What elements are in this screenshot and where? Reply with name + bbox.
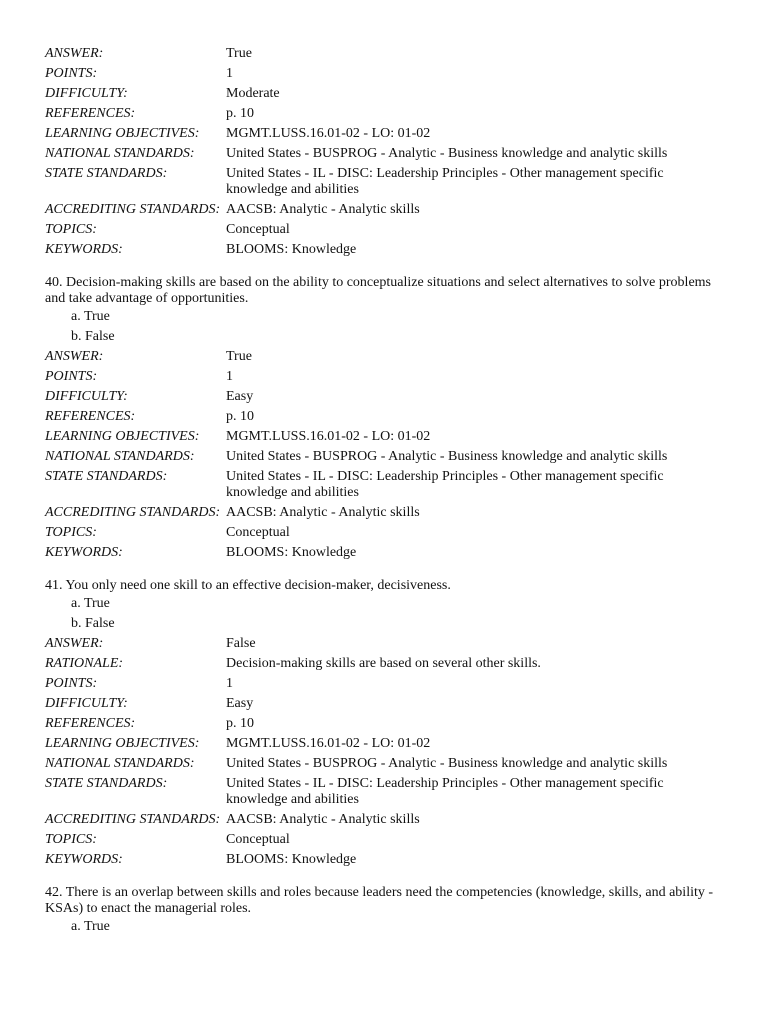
meta-label: DIFFICULTY:	[45, 86, 128, 101]
meta-row-references	[45, 716, 735, 732]
question-41	[45, 578, 735, 868]
meta-value: 1	[226, 676, 233, 691]
meta-label: REFERENCES:	[45, 716, 136, 731]
meta-row-references	[45, 106, 735, 122]
meta-label: POINTS:	[45, 676, 98, 691]
meta-label: REFERENCES:	[45, 106, 136, 121]
meta-label: POINTS:	[45, 369, 98, 384]
meta-label: REFERENCES:	[45, 409, 136, 424]
answer-option: b. False	[71, 329, 115, 344]
meta-row-state-standards	[45, 776, 735, 808]
meta-label: STATE STANDARDS:	[45, 469, 168, 484]
meta-label: DIFFICULTY:	[45, 389, 128, 404]
meta-row-difficulty	[45, 86, 735, 102]
meta-value: United States - BUSPROG - Analytic - Business knowledge and analytic skills	[226, 756, 668, 771]
meta-value: Moderate	[226, 86, 280, 101]
meta-value: True	[226, 46, 252, 61]
meta-value: p. 10	[226, 106, 254, 121]
meta-label: TOPICS:	[45, 222, 97, 237]
question-41-metadata	[45, 636, 735, 868]
answer-option: a. True	[71, 919, 110, 934]
meta-row-national-standards	[45, 449, 735, 465]
meta-row-points	[45, 66, 735, 82]
meta-value: AACSB: Analytic - Analytic skills	[226, 812, 420, 827]
question-42	[45, 885, 735, 935]
meta-value: BLOOMS: Knowledge	[226, 852, 357, 867]
meta-row-points	[45, 676, 735, 692]
meta-value: BLOOMS: Knowledge	[226, 242, 357, 257]
meta-label: KEYWORDS:	[45, 242, 123, 257]
meta-value: United States - IL - DISC: Leadership Principles - Other management specific knowledge and abilities	[226, 776, 664, 807]
meta-label: ANSWER:	[45, 636, 104, 651]
meta-row-accrediting-standards	[45, 812, 735, 828]
question-text: 42. There is an overlap between skills and roles because leaders need the competencies (knowledge, skills, and ability - KSAs) to enact the managerial roles.	[45, 885, 714, 916]
meta-row-answer	[45, 46, 735, 62]
meta-value: 1	[226, 66, 233, 81]
meta-label: TOPICS:	[45, 525, 97, 540]
meta-value: Decision-making skills are based on several other skills.	[226, 656, 541, 671]
meta-row-learning-objectives	[45, 736, 735, 752]
meta-value: Conceptual	[226, 525, 290, 540]
meta-label: STATE STANDARDS:	[45, 166, 168, 181]
meta-row-keywords	[45, 852, 735, 868]
meta-value: MGMT.LUSS.16.01-02 - LO: 01-02	[226, 126, 431, 141]
meta-label: ACCREDITING STANDARDS:	[45, 812, 221, 827]
meta-value: United States - IL - DISC: Leadership Principles - Other management specific knowledge and abilities	[226, 469, 664, 500]
meta-label: ANSWER:	[45, 46, 104, 61]
meta-row-national-standards	[45, 146, 735, 162]
meta-value: United States - IL - DISC: Leadership Principles - Other management specific knowledge and abilities	[226, 166, 664, 197]
meta-row-topics	[45, 832, 735, 848]
meta-label: NATIONAL STANDARDS:	[45, 449, 195, 464]
meta-label: DIFFICULTY:	[45, 696, 128, 711]
meta-label: RATIONALE:	[45, 656, 124, 671]
meta-row-learning-objectives	[45, 429, 735, 445]
question-40-metadata	[45, 349, 735, 561]
meta-value: MGMT.LUSS.16.01-02 - LO: 01-02	[226, 429, 431, 444]
meta-row-answer	[45, 636, 735, 652]
meta-label: KEYWORDS:	[45, 545, 123, 560]
meta-row-state-standards	[45, 469, 735, 501]
meta-value: Easy	[226, 389, 254, 404]
meta-value: United States - BUSPROG - Analytic - Business knowledge and analytic skills	[226, 449, 668, 464]
meta-label: POINTS:	[45, 66, 98, 81]
question-text: 41. You only need one skill to an effective decision-maker, decisiveness.	[45, 578, 451, 593]
meta-label: ANSWER:	[45, 349, 104, 364]
meta-label: LEARNING OBJECTIVES:	[45, 736, 200, 751]
meta-row-points	[45, 369, 735, 385]
meta-row-learning-objectives	[45, 126, 735, 142]
meta-value: AACSB: Analytic - Analytic skills	[226, 505, 420, 520]
meta-value: Conceptual	[226, 222, 290, 237]
meta-row-keywords	[45, 545, 735, 561]
meta-value: Easy	[226, 696, 254, 711]
meta-row-topics	[45, 222, 735, 238]
meta-label: TOPICS:	[45, 832, 97, 847]
meta-label: NATIONAL STANDARDS:	[45, 756, 195, 771]
meta-value: MGMT.LUSS.16.01-02 - LO: 01-02	[226, 736, 431, 751]
meta-label: LEARNING OBJECTIVES:	[45, 429, 200, 444]
meta-label: KEYWORDS:	[45, 852, 123, 867]
meta-row-accrediting-standards	[45, 505, 735, 521]
meta-value: Conceptual	[226, 832, 290, 847]
answer-option: a. True	[71, 596, 110, 611]
meta-row-answer	[45, 349, 735, 365]
question-text: 40. Decision-making skills are based on the ability to conceptualize situations and select alternatives to solve problems and take advantage of opportunities.	[45, 275, 711, 306]
meta-value: p. 10	[226, 409, 254, 424]
meta-value: True	[226, 349, 252, 364]
meta-label: ACCREDITING STANDARDS:	[45, 202, 221, 217]
meta-value: False	[226, 636, 256, 651]
question-39-metadata	[45, 46, 735, 258]
meta-row-accrediting-standards	[45, 202, 735, 218]
question-40	[45, 275, 735, 561]
answer-option: b. False	[71, 616, 115, 631]
meta-value: BLOOMS: Knowledge	[226, 545, 357, 560]
answer-option: a. True	[71, 309, 110, 324]
meta-row-topics	[45, 525, 735, 541]
meta-label: ACCREDITING STANDARDS:	[45, 505, 221, 520]
meta-row-references	[45, 409, 735, 425]
meta-label: NATIONAL STANDARDS:	[45, 146, 195, 161]
meta-row-national-standards	[45, 756, 735, 772]
meta-row-keywords	[45, 242, 735, 258]
meta-value: United States - BUSPROG - Analytic - Business knowledge and analytic skills	[226, 146, 668, 161]
meta-row-state-standards	[45, 166, 735, 198]
meta-value: AACSB: Analytic - Analytic skills	[226, 202, 420, 217]
document-page	[45, 46, 735, 939]
meta-row-difficulty	[45, 389, 735, 405]
meta-label: LEARNING OBJECTIVES:	[45, 126, 200, 141]
meta-label: STATE STANDARDS:	[45, 776, 168, 791]
meta-value: p. 10	[226, 716, 254, 731]
meta-value: 1	[226, 369, 233, 384]
meta-row-difficulty	[45, 696, 735, 712]
meta-row-rationale	[45, 656, 735, 672]
